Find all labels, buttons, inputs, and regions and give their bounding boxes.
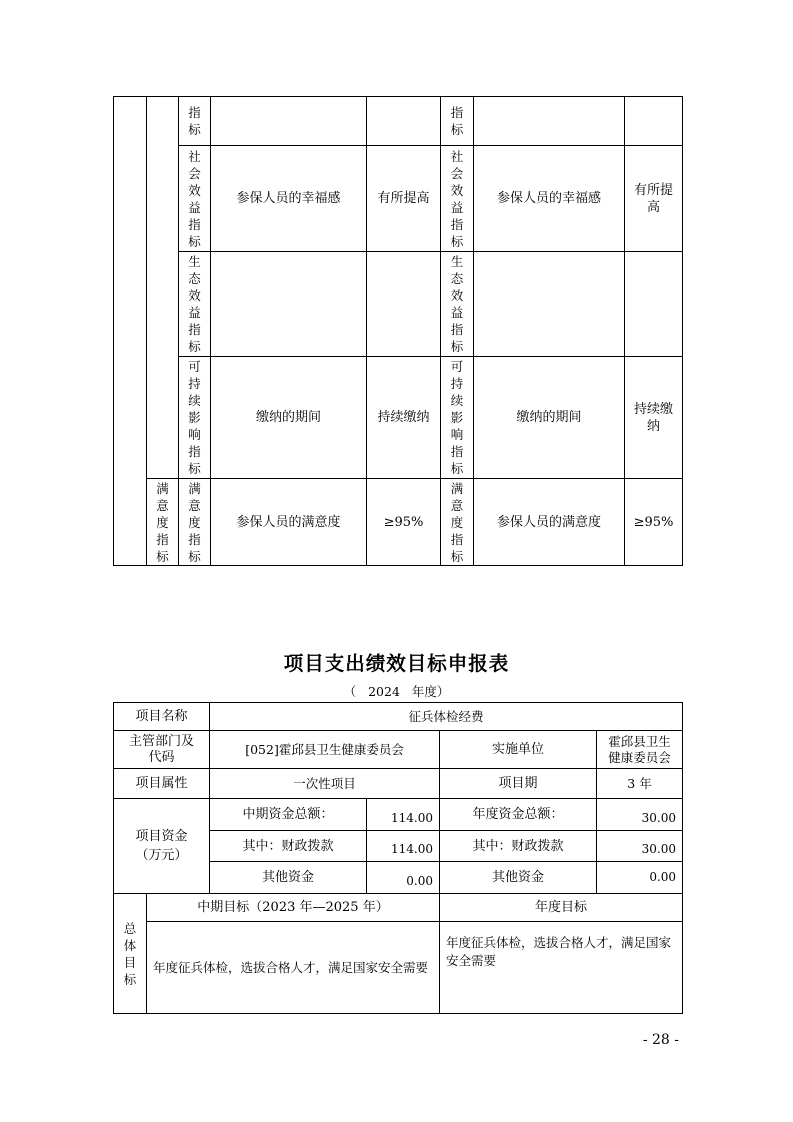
mid-total-value: 114.00 [367,799,440,831]
year-fiscal-value: 30.00 [597,831,683,862]
indicator-value [367,252,441,357]
period-label: 项目期 [440,769,597,799]
attr-value: 一次性项目 [210,769,440,799]
form-title: 项目支出绩效目标申报表 [283,652,510,675]
indicator-value-year: 持续缴 纳 [625,357,683,479]
indicator-category: 指 标 [179,97,211,146]
period-value: 3 年 [597,769,683,799]
indicator-value-year: ≥95% [625,479,683,566]
category-col-1 [114,97,147,566]
year-other-value: 0.00 [597,862,683,894]
indicator-name: 缴纳的期间 [211,357,367,479]
mid-goal-header: 中期目标（2023 年—2025 年） [147,894,440,922]
indicator-name-year [474,252,625,357]
dept-value: [052]霍邱县卫生健康委员会 [210,731,440,769]
year-total-label: 年度资金总额： [440,799,597,831]
mid-other-label: 其他资金 [210,862,367,894]
mid-other-value: 0.00 [367,862,440,894]
indicator-name: 参保人员的幸福感 [211,146,367,252]
indicator-name: 参保人员的满意度 [211,479,367,566]
impl-label: 实施单位 [440,731,597,769]
indicator-name [211,97,367,146]
year-other-label: 其他资金 [440,862,597,894]
mid-goal-text: 年度征兵体检，选拔合格人才，满足国家安全需要 [147,922,440,1014]
indicator-table-continued [113,96,683,566]
project-name-value: 征兵体检经费 [210,703,683,731]
indicator-category-year: 指 标 [441,97,474,146]
overall-goal-label: 总 体 目 标 [114,894,147,1014]
indicator-value: 持续缴纳 [367,357,441,479]
indicator-value [367,97,441,146]
indicator-category-year: 社 会 效 益 指 标 [441,146,474,252]
indicator-value-year: 有所提 高 [625,146,683,252]
impl-value: 霍邱县卫生 健康委员会 [597,731,683,769]
indicator-name-year: 参保人员的满意度 [474,479,625,566]
year-goal-text: 年度征兵体检，选拔合格人才，满足国家安全需要 [440,922,683,1014]
mid-fiscal-label: 其中：财政拨款 [210,831,367,862]
funds-label: 项目资金 （万元） [114,799,210,894]
dept-label: 主管部门及 代码 [114,731,210,769]
indicator-value: ≥95% [367,479,441,566]
group-label: 满 意 度 指 标 [147,479,179,566]
indicator-name-year [474,97,625,146]
attr-label: 项目属性 [114,769,210,799]
indicator-value: 有所提高 [367,146,441,252]
indicator-category: 社 会 效 益 指 标 [179,146,211,252]
mid-total-label: 中期资金总额： [210,799,367,831]
year-goal-header: 年度目标 [440,894,683,922]
indicator-category: 生 态 效 益 指 标 [179,252,211,357]
indicator-value-year [625,97,683,146]
form-year: （ 2024 年度） [343,684,450,699]
indicator-name-year: 参保人员的幸福感 [474,146,625,252]
year-fiscal-label: 其中：财政拨款 [440,831,597,862]
indicator-name-year: 缴纳的期间 [474,357,625,479]
year-total-value: 30.00 [597,799,683,831]
page-number: - 28 - [642,1032,679,1048]
indicator-category: 满 意 度 指 标 [179,479,211,566]
indicator-category-year: 满 意 度 指 标 [441,479,474,566]
project-name-label: 项目名称 [114,703,210,731]
indicator-name [211,252,367,357]
indicator-value-year [625,252,683,357]
indicator-category: 可 持 续 影 响 指 标 [179,357,211,479]
indicator-category-year: 可 持 续 影 响 指 标 [441,357,474,479]
performance-target-form [113,702,683,1014]
indicator-category-year: 生 态 效 益 指 标 [441,252,474,357]
category-col-2 [147,97,179,479]
mid-fiscal-value: 114.00 [367,831,440,862]
